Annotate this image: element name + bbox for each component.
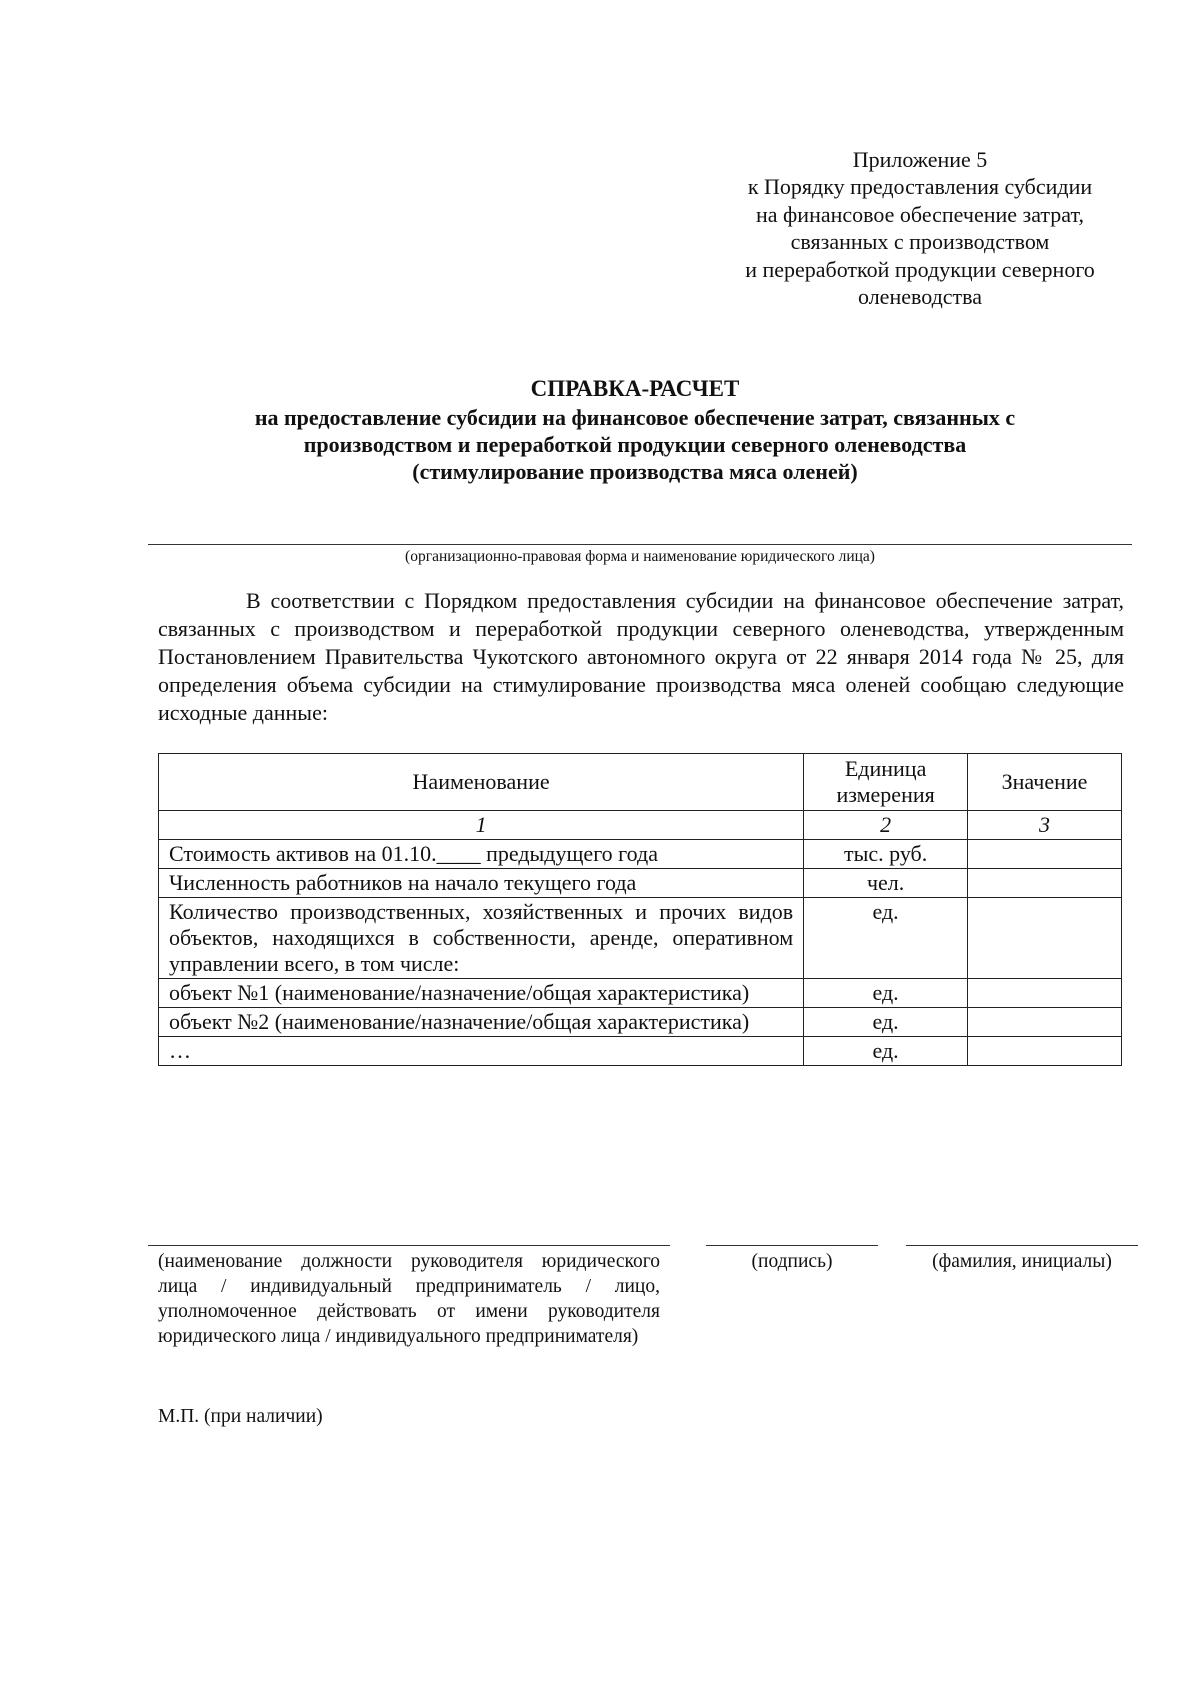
table-row bbox=[159, 840, 1122, 869]
table-row bbox=[159, 1008, 1122, 1037]
full-name-caption: (фамилия, инициалы) bbox=[932, 1251, 1112, 1272]
stamp-note: М.П. (при наличии) bbox=[158, 1406, 323, 1427]
title-subline: (стимулирование производства мяса оленей) bbox=[412, 459, 858, 484]
row-name: Численность работников на начало текущего года bbox=[159, 869, 804, 898]
row-unit: ед. bbox=[804, 898, 968, 979]
data-table bbox=[158, 753, 1122, 1066]
title-main: СПРАВКА-РАСЧЕТ bbox=[530, 376, 740, 401]
table-row bbox=[159, 898, 1122, 979]
position-field-line[interactable] bbox=[148, 1245, 670, 1246]
appendix-header bbox=[720, 146, 1120, 310]
appendix-line: на финансовое обеспечение затрат, bbox=[756, 201, 1084, 227]
row-unit: ед. bbox=[804, 1037, 968, 1066]
row-value-cell[interactable] bbox=[968, 898, 1122, 979]
row-value-cell[interactable] bbox=[968, 869, 1122, 898]
row-name: Стоимость активов на 01.10.____ предыдущего года bbox=[159, 840, 804, 869]
table-row bbox=[159, 869, 1122, 898]
appendix-line: и переработкой продукции северного bbox=[745, 256, 1095, 282]
row-name: Количество производственных, хозяйственных и прочих видов объектов, находящихся в собственности, аренде, оперативном управлении всего, в том числе: bbox=[159, 898, 804, 979]
row-value-cell[interactable] bbox=[968, 840, 1122, 869]
row-name: объект №1 (наименование/назначение/общая характеристика) bbox=[159, 979, 804, 1008]
header-name: Наименование bbox=[159, 754, 804, 811]
row-unit: ед. bbox=[804, 1008, 968, 1037]
org-name-caption: (организационно-правовая форма и наименование юридического лица) bbox=[405, 548, 875, 565]
row-name: объект №2 (наименование/назначение/общая характеристика) bbox=[159, 1008, 804, 1037]
row-unit: тыс. руб. bbox=[804, 840, 968, 869]
title-subline: производством и переработкой продукции северного оленеводства bbox=[303, 432, 967, 457]
row-unit: чел. bbox=[804, 869, 968, 898]
appendix-line: Приложение 5 bbox=[852, 147, 988, 172]
position-caption: (наименование должности руководителя юридического лица / индивидуальный предприниматель / лицо, уполномоченное действовать от имени руководителя юридического лица / индивидуального предпринимателя) bbox=[158, 1251, 660, 1347]
org-name-field-line[interactable] bbox=[148, 544, 1132, 545]
row-name: … bbox=[159, 1037, 804, 1066]
appendix-line: к Порядку предоставления субсидии bbox=[747, 174, 1093, 200]
row-value-cell[interactable] bbox=[968, 1037, 1122, 1066]
column-number-row bbox=[159, 811, 1122, 840]
row-value-cell[interactable] bbox=[968, 1008, 1122, 1037]
column-number: 3 bbox=[968, 811, 1122, 840]
table-row bbox=[159, 979, 1122, 1008]
row-value-cell[interactable] bbox=[968, 979, 1122, 1008]
row-unit: ед. bbox=[804, 979, 968, 1008]
intro-paragraph: В соответствии с Порядком предоставления субсидии на финансовое обеспечение затрат, связанных с производством и переработкой продукции северного оленеводства, утвержденным Постановлением Правительства Чукотского автономного округа от 22 января 2014 года № 25, для определения объема субсидии на стимулирование производства мяса оленей сообщаю следующие исходные данные: bbox=[158, 588, 1124, 725]
header-value: Значение bbox=[968, 754, 1122, 811]
column-number: 1 bbox=[159, 811, 804, 840]
signature-field-line[interactable] bbox=[706, 1245, 878, 1246]
appendix-line: оленеводства bbox=[857, 284, 983, 310]
signature-caption: (подпись) bbox=[751, 1251, 833, 1272]
header-unit: Единица измерения bbox=[804, 754, 968, 811]
table-header-row bbox=[159, 754, 1122, 811]
appendix-line: связанных с производством bbox=[790, 229, 1050, 255]
column-number: 2 bbox=[804, 811, 968, 840]
full-name-field-line[interactable] bbox=[906, 1245, 1138, 1246]
document-title bbox=[140, 375, 1130, 485]
title-subline: на предоставление субсидии на финансовое обеспечение затрат, связанных с bbox=[254, 405, 1016, 430]
table-row bbox=[159, 1037, 1122, 1066]
